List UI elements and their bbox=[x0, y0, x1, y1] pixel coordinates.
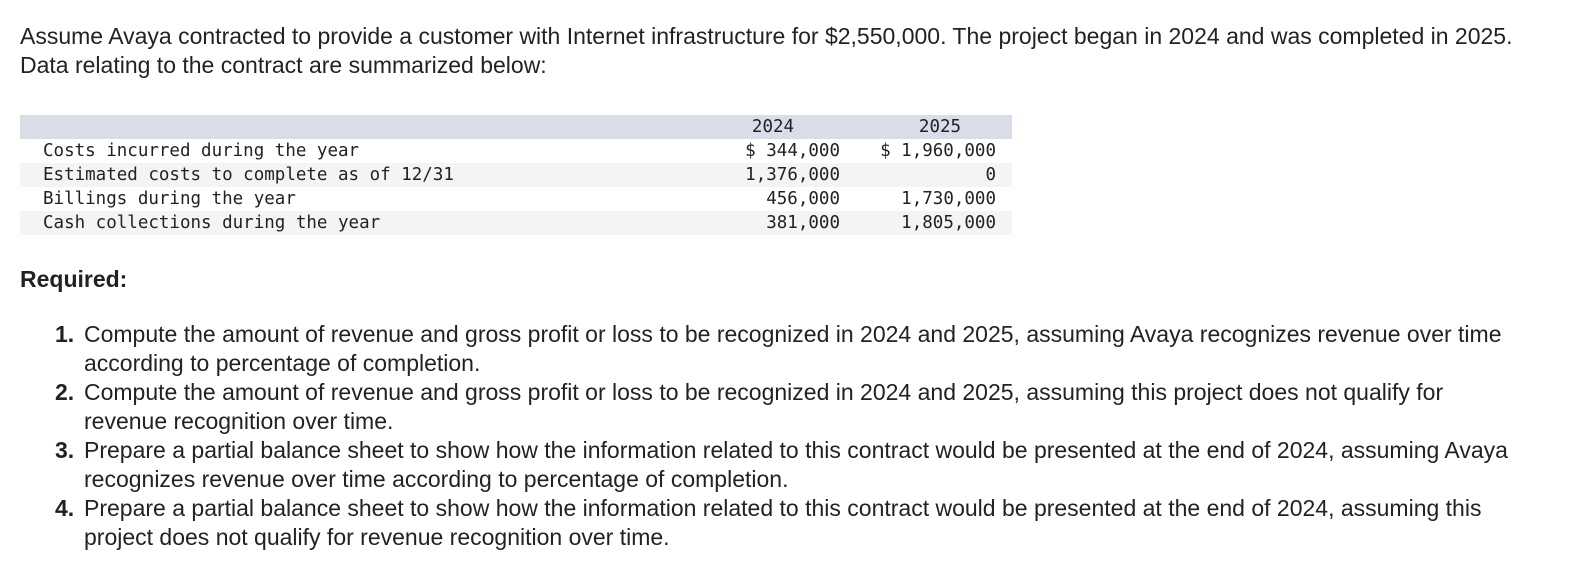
item-text: Compute the amount of revenue and gross profit or loss to be recognized in 2024 and 2025, assuming this project does not qualify for revenue recognition over time. bbox=[84, 379, 1444, 434]
list-item bbox=[55, 494, 1515, 552]
table-row bbox=[20, 139, 1012, 163]
row-label: Billings during the year bbox=[43, 189, 296, 209]
table-header-row bbox=[20, 115, 1012, 139]
row-label: Costs incurred during the year bbox=[43, 141, 360, 161]
cell-2024: $ 344,000 bbox=[745, 141, 840, 161]
cell-2025: 0 bbox=[985, 165, 996, 185]
list-item bbox=[55, 320, 1515, 378]
intro-paragraph: Assume Avaya contracted to provide a customer with Internet infrastructure for $2,550,000. The project began in 2024 and was completed in 2025. Data relating to the contract are summarized below: bbox=[20, 23, 1513, 78]
table-row bbox=[20, 187, 1012, 211]
table-row bbox=[20, 211, 1012, 235]
table-row bbox=[20, 163, 1012, 187]
required-heading: Required: bbox=[20, 266, 128, 292]
item-number: 3. bbox=[55, 437, 75, 463]
cell-2025: 1,730,000 bbox=[901, 189, 996, 209]
cell-2025: $ 1,960,000 bbox=[880, 141, 996, 161]
item-text: Prepare a partial balance sheet to show how the information related to this contract would be presented at the end of 2024, assuming Avaya recognizes revenue over time according to percentage of completion. bbox=[84, 437, 1508, 492]
item-text: Compute the amount of revenue and gross profit or loss to be recognized in 2024 and 2025, assuming Avaya recognizes revenue over time according to percentage of completion. bbox=[84, 321, 1502, 376]
contract-data-table bbox=[20, 115, 1012, 235]
row-label: Cash collections during the year bbox=[43, 213, 381, 233]
cell-2024: 456,000 bbox=[766, 189, 840, 209]
item-number: 4. bbox=[55, 495, 75, 521]
header-label bbox=[20, 115, 646, 139]
item-number: 2. bbox=[55, 379, 75, 405]
list-item bbox=[55, 378, 1515, 436]
item-number: 1. bbox=[55, 321, 75, 347]
cell-2024: 1,376,000 bbox=[745, 165, 840, 185]
cell-2024: 381,000 bbox=[766, 213, 840, 233]
row-label: Estimated costs to complete as of 12/31 bbox=[43, 165, 454, 185]
cell-2025: 1,805,000 bbox=[901, 213, 996, 233]
required-list bbox=[55, 320, 1515, 552]
header-2025: 2025 bbox=[918, 117, 962, 137]
item-text: Prepare a partial balance sheet to show how the information related to this contract would be presented at the end of 2024, assuming this project does not qualify for revenue recognition over time. bbox=[84, 495, 1482, 550]
header-2024: 2024 bbox=[751, 117, 795, 137]
list-item bbox=[55, 436, 1515, 494]
